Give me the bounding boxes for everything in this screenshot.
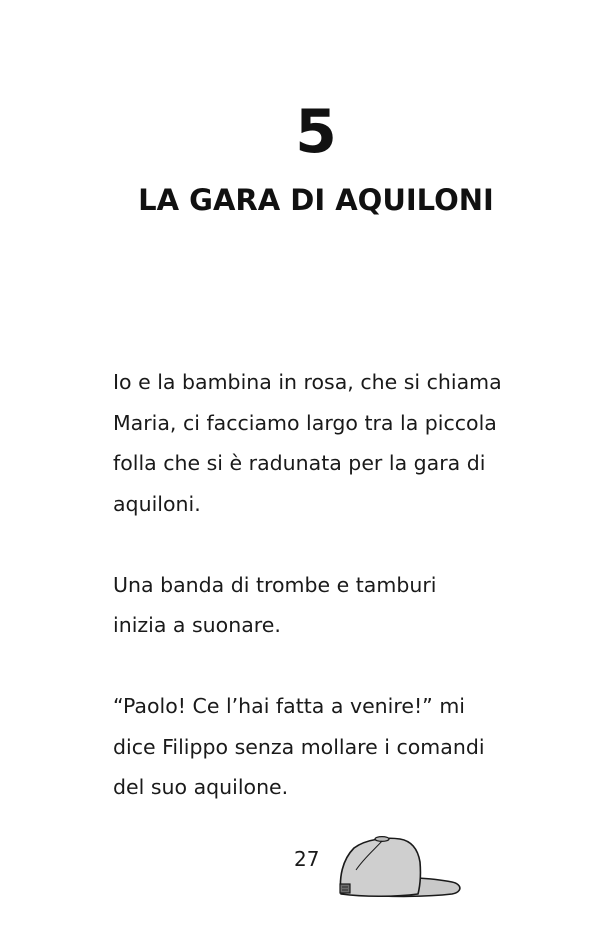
text-line: del suo aquilone. [113, 775, 289, 799]
text-line: folla che si è radunata per la gara di [113, 451, 486, 475]
page-number: 27 [294, 847, 320, 871]
paragraph-1 [113, 362, 533, 524]
cap-button [375, 837, 389, 842]
paragraph-2 [113, 565, 533, 646]
text-line: Maria, ci facciamo largo tra la piccola [113, 410, 497, 435]
text-line: Una banda di trombe e tamburi [113, 572, 437, 597]
body-text [113, 362, 533, 848]
text-line: Io e la bambina in rosa, che si chiama [113, 370, 502, 394]
text-line: dice Filippo senza mollare i comandi [113, 734, 485, 759]
chapter-title: LA GARA DI AQUILONI [138, 183, 494, 217]
paragraph-3 [113, 686, 533, 808]
text-line: aquiloni. [113, 491, 201, 516]
cap-illustration [334, 834, 464, 900]
cap-crown [340, 838, 420, 896]
text-line: “Paolo! Ce l’hai fatta a venire!” mi [113, 694, 465, 718]
text-line: inizia a suonare. [113, 613, 281, 637]
chapter-number: 5 [295, 97, 337, 167]
cap-strap [340, 884, 350, 893]
